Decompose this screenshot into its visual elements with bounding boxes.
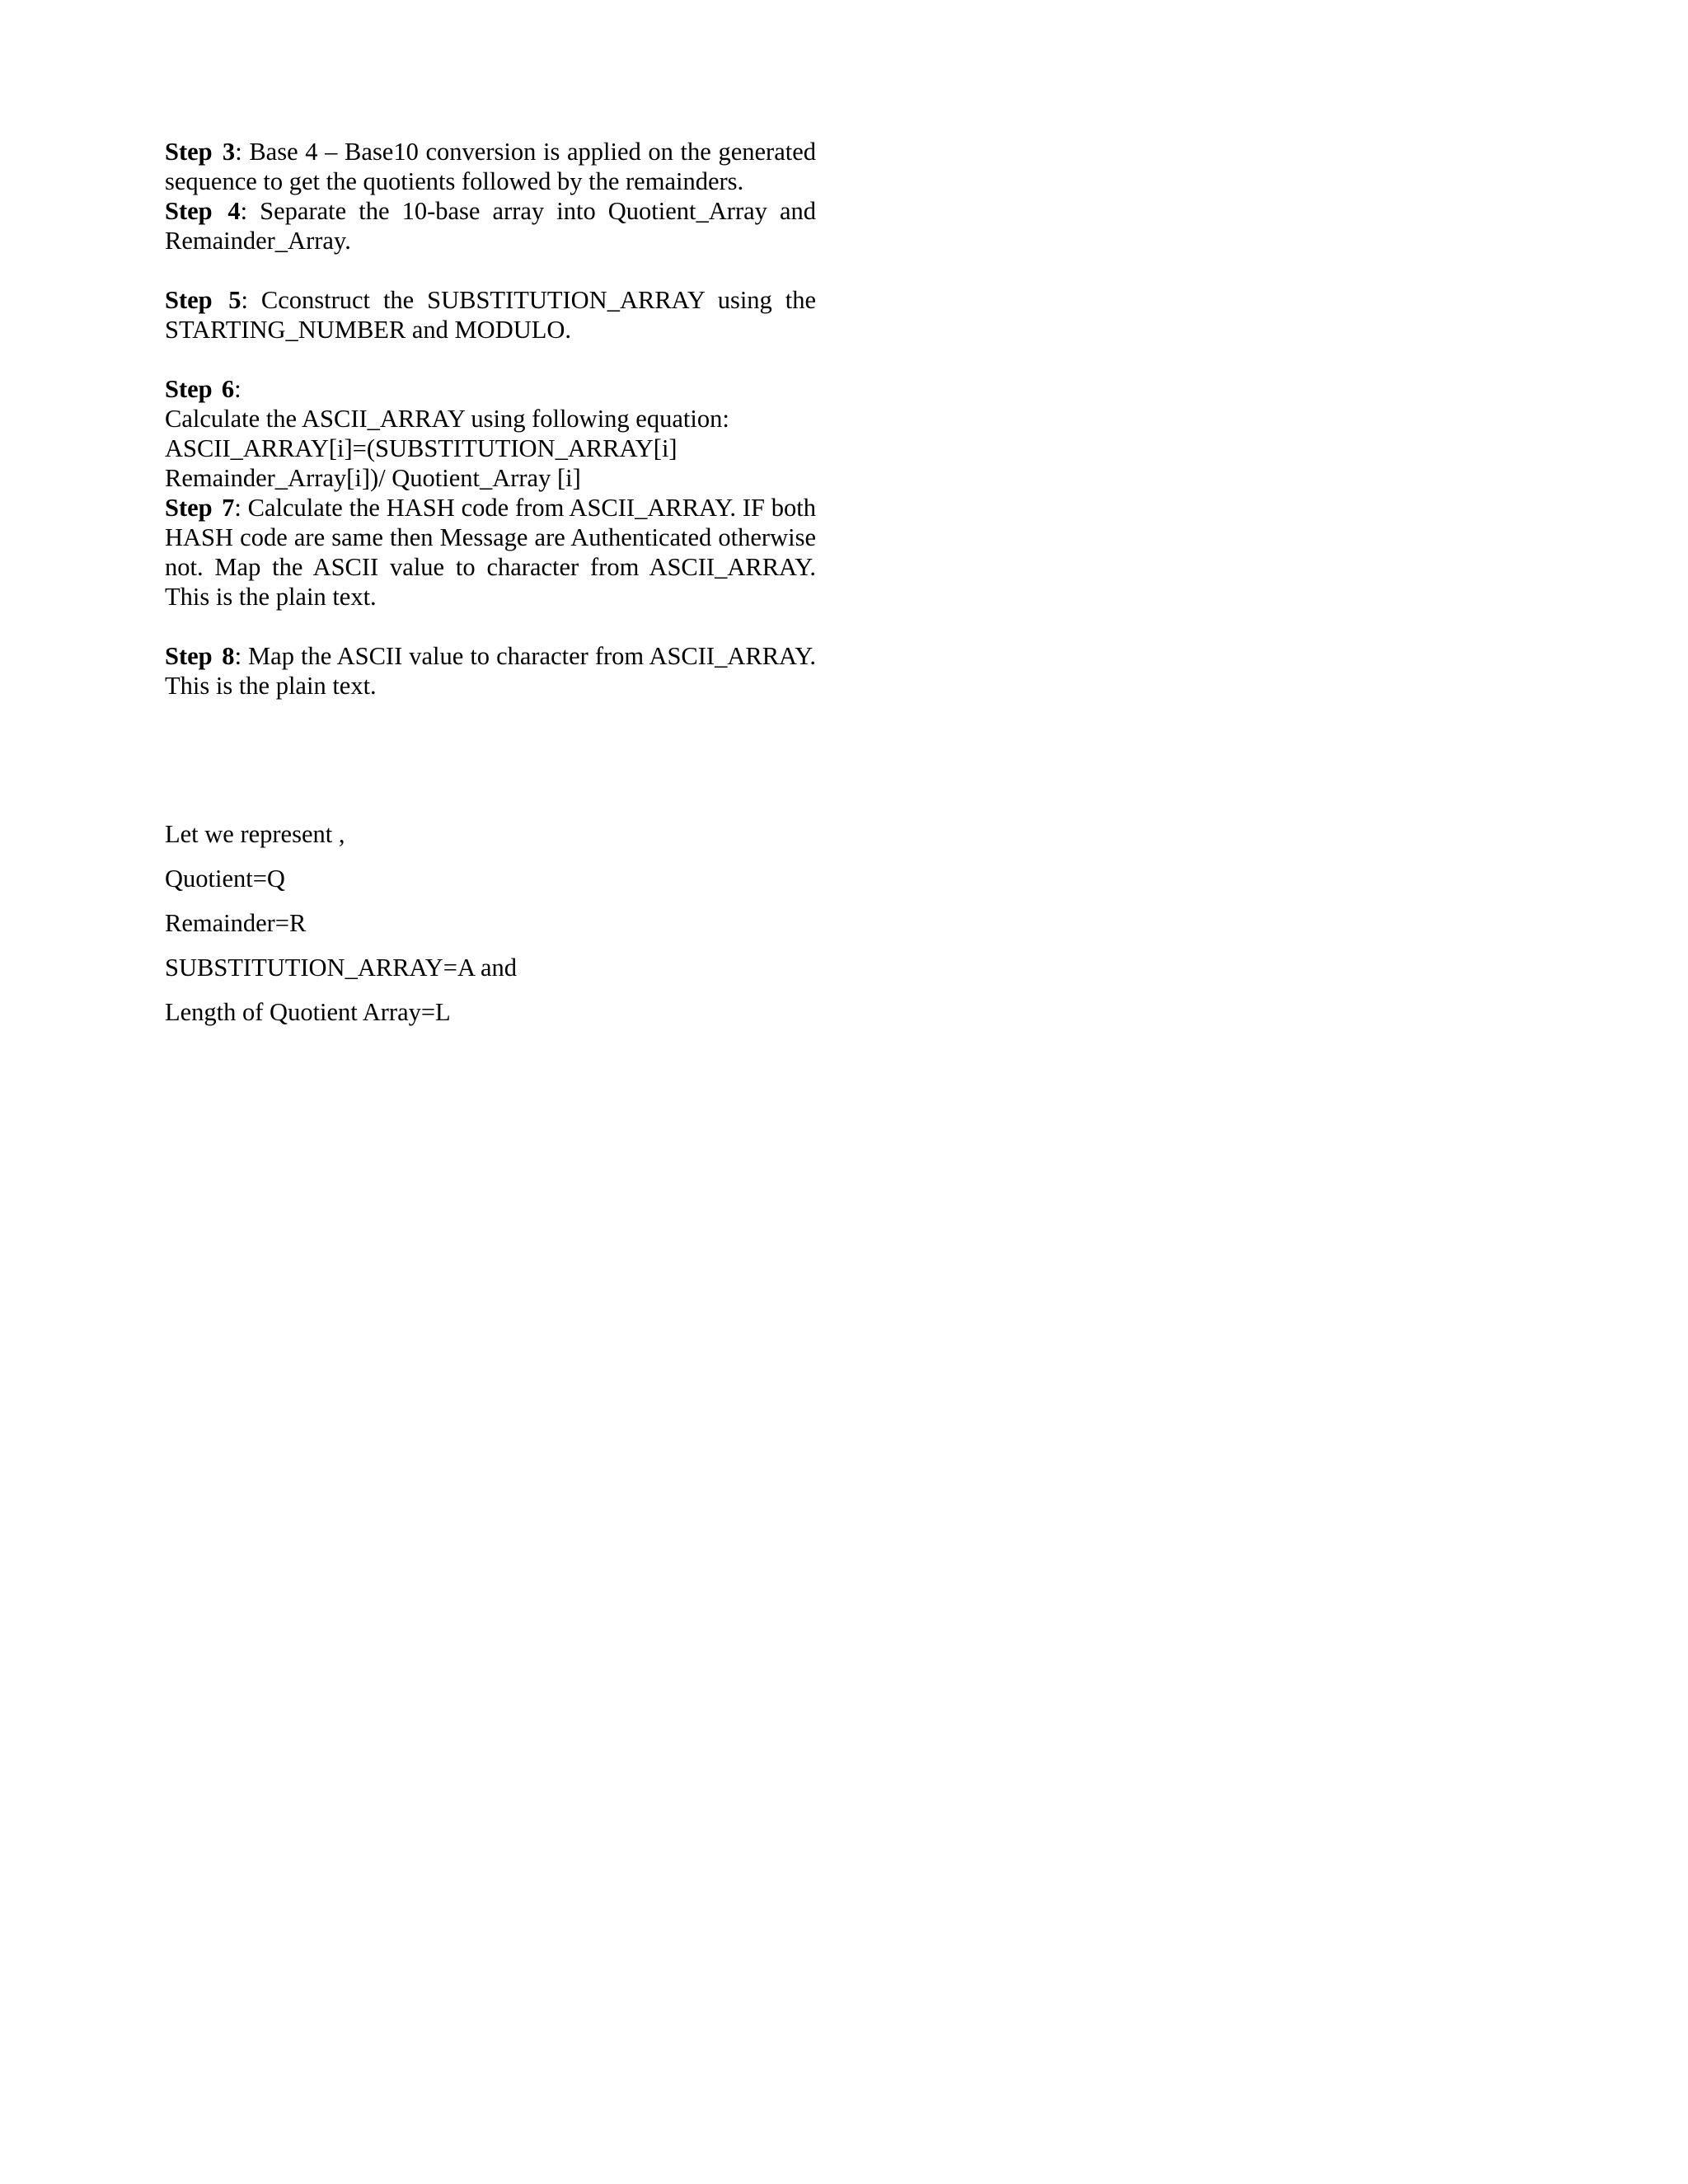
step-4-paragraph (165, 196, 816, 255)
paragraph-spacer (165, 612, 816, 641)
quotient-definition: Quotient=Q (165, 865, 285, 893)
substitution-definition: SUBSTITUTION_ARRAY=A and (165, 954, 517, 982)
step-5-paragraph (165, 285, 816, 344)
step-6-colon: : (234, 375, 241, 403)
step-8-label: Step 8 (165, 642, 235, 670)
step-6-equation-line-2: Remainder_Array[i])/ Quotient_Array [i] (165, 464, 581, 492)
step-7-text: : Calculate the HASH code from ASCII_ARRAY. IF both HASH code are same then Message are Authenticated otherwise not. Map the ASCII value to character from ASCII_ARRAY. This is the plain text. (165, 494, 816, 611)
step-7-label: Step 7 (165, 494, 235, 522)
step-5-text: : Cconstruct the SUBSTITUTION_ARRAY using the STARTING_NUMBER and MODULO. (165, 286, 816, 344)
paragraph-spacer (165, 344, 816, 374)
representation-block (165, 819, 816, 1042)
step-3-text: : Base 4 – Base10 conversion is applied on the generated sequence to get the quotients followed by the remainders. (165, 138, 817, 195)
paragraph-spacer (165, 255, 816, 285)
step-4-text: : Separate the 10-base array into Quotient_Array and Remainder_Array. (165, 197, 816, 255)
step-6-heading (165, 374, 816, 404)
representation-intro: Let we represent , (165, 820, 345, 848)
step-6-line-1: Calculate the ASCII_ARRAY using following equation: (165, 405, 729, 433)
step-6-equation-line-1: ASCII_ARRAY[i]=(SUBSTITUTION_ARRAY[i] (165, 434, 678, 462)
step-7-paragraph (165, 493, 816, 612)
step-8-paragraph (165, 641, 816, 701)
step-3-label: Step 3 (165, 138, 236, 166)
step-4-label: Step 4 (165, 197, 241, 225)
algorithm-steps (165, 137, 816, 701)
step-5-label: Step 5 (165, 286, 241, 314)
step-6-label: Step 6 (165, 375, 235, 403)
step-8-text: : Map the ASCII value to character from ASCII_ARRAY. This is the plain text. (165, 642, 817, 700)
step-3-paragraph (165, 137, 816, 196)
remainder-definition: Remainder=R (165, 909, 307, 937)
length-definition: Length of Quotient Array=L (165, 998, 451, 1026)
